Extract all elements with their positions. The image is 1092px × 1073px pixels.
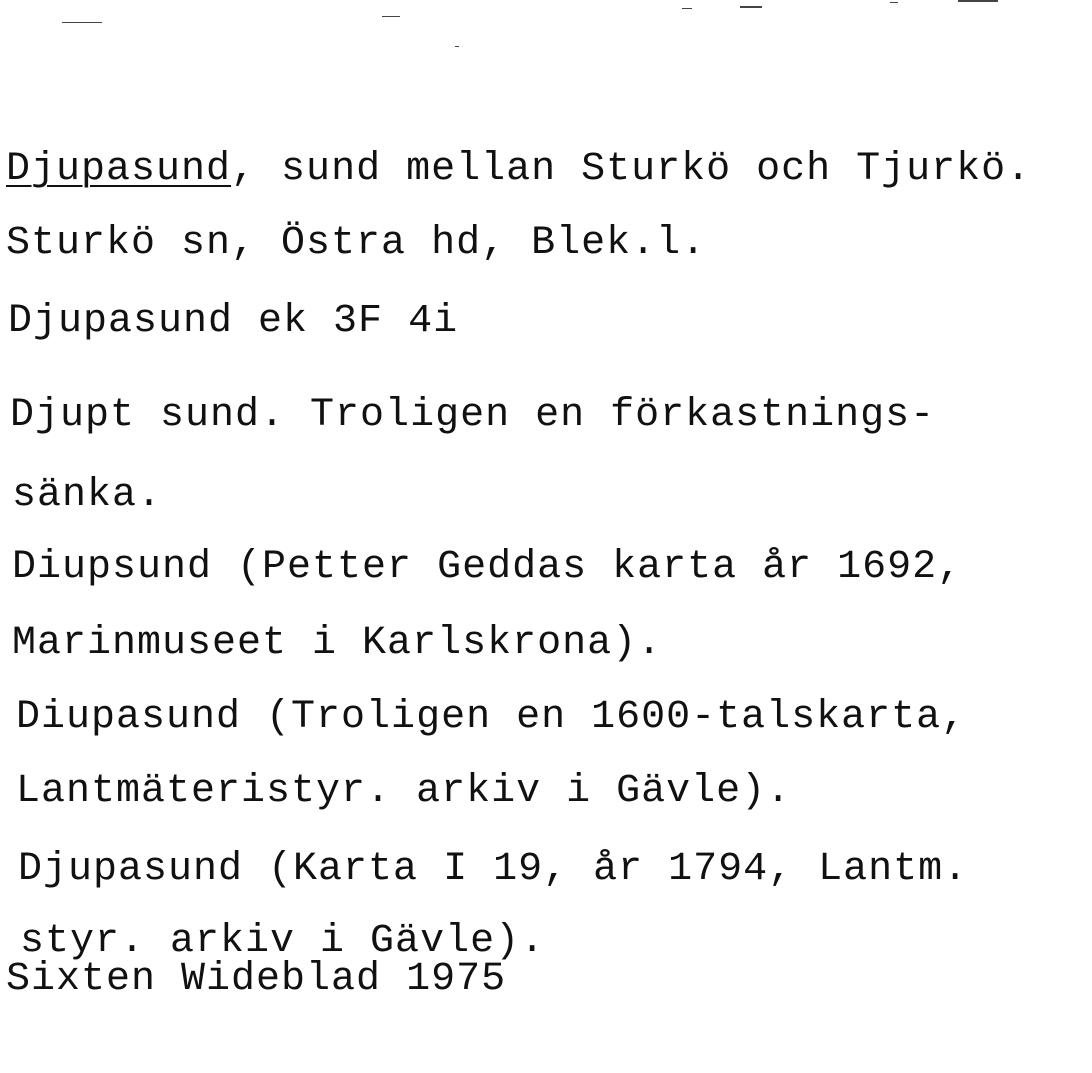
signature-line: Sixten Wideblad 1975	[6, 957, 507, 1002]
map-reference-line: Djupasund ek 3F 4i	[8, 299, 459, 344]
title-line	[6, 146, 1031, 194]
headword: Djupasund	[6, 147, 232, 192]
source-2-line-2: Lantmäteristyr. arkiv i Gävle).	[16, 769, 792, 814]
explanation-line-1: Djupt sund. Troligen en förkastnings-	[10, 393, 936, 438]
headword-description: , sund mellan Sturkö och Tjurkö.	[231, 147, 1032, 192]
location-line: Sturkö sn, Östra hd, Blek.l.	[6, 221, 707, 266]
source-3-line-2: styr. arkiv i Gävle).	[20, 919, 546, 964]
source-1-line-2: Marinmuseet i Karlskrona).	[12, 621, 663, 666]
source-3-line-1: Djupasund (Karta I 19, år 1794, Lantm.	[18, 847, 969, 892]
explanation-line-2: sänka.	[12, 473, 163, 518]
source-2-line-1: Diupasund (Troligen en 1600-talskarta,	[16, 695, 967, 740]
source-1-line-1: Diupsund (Petter Geddas karta år 1692,	[12, 545, 963, 590]
